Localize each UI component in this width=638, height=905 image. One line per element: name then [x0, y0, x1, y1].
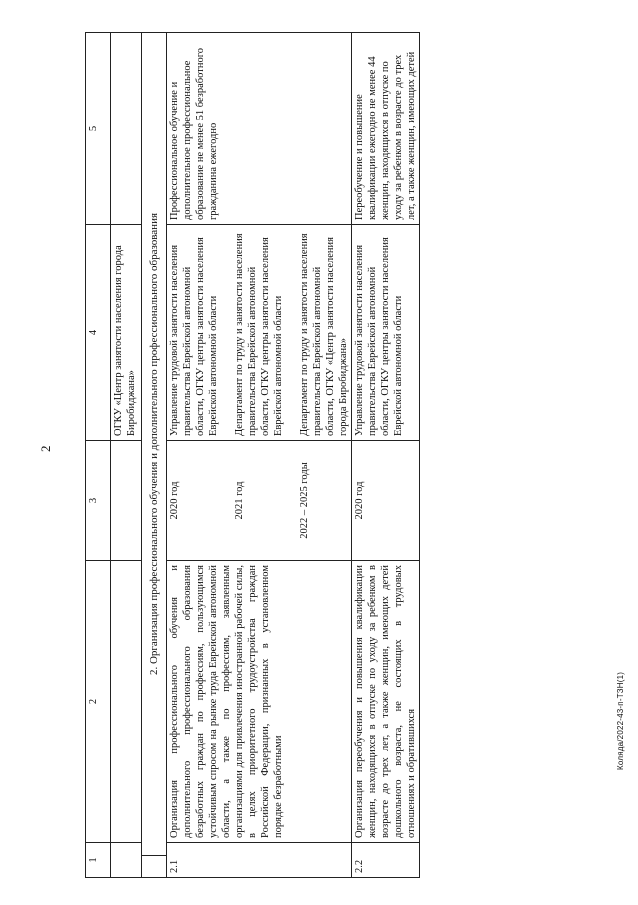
row-periods [352, 441, 420, 561]
row-number: 2.1 [167, 843, 352, 878]
executor: Управление трудовой занятости населения правительства Еврейской автономной области, ОГКУ центры занятости населения Еврейской автономной области [354, 237, 404, 436]
row-executors [352, 225, 420, 441]
table-row [167, 33, 352, 878]
period: 2020 год [169, 481, 180, 520]
period: 2022 – 2025 годы [299, 462, 310, 539]
document-code: Коляда/2022-43-п-ТЗН(1) [616, 671, 625, 770]
row-result: Переобучение и повышение квалификации ежегодно не менее 44 женщин, находящихся в отпуске по уходу за ребенком в возрасте до трех лет, а также женщин, имеющих детей [352, 33, 420, 225]
table-row [352, 33, 420, 878]
continuation-row [111, 33, 142, 878]
section-row [142, 33, 167, 878]
page-number: 2 [38, 445, 53, 452]
executor: Департамент по труду и занятости населения правительства Еврейской автономной области, ОГКУ центры занятости населения Еврейской автономной области [234, 233, 284, 436]
executor: Управление трудовой занятости населения правительства Еврейской автономной области, ОГКУ центры занятости населения Еврейской автономной области [169, 237, 219, 436]
period: 2020 год [354, 481, 365, 520]
rotated-table-sheet [85, 33, 585, 878]
header-col-1: 1 [86, 843, 111, 878]
row-description: Организация профессионального обучения и дополнительного профессионального образования безработных граждан по профессиям, пользующимся устойчивым спросом на рынке труда Еврейской автономной области, а также по профессиям, заявленным организациями для привлечения иностранной рабочей силы, в целях приоритетного трудоустройства граждан Российской Федерации, признанных в установленном порядке безработными [167, 561, 352, 843]
measures-table [85, 32, 420, 878]
row-number: 2.2 [352, 843, 420, 878]
header-row [86, 33, 111, 878]
header-col-3: 3 [86, 441, 111, 561]
header-col-5: 5 [86, 33, 111, 225]
section-title: 2. Организация профессионального обучения и дополнительного профессионального образования [142, 33, 167, 856]
header-col-4: 4 [86, 225, 111, 441]
executor: Департамент по труду и занятости населения правительства Еврейской автономной области, ОГКУ «Центр занятости населения города Биробиджана» [299, 233, 349, 436]
row-periods [167, 441, 352, 561]
row-executors [167, 225, 352, 441]
period: 2021 год [234, 481, 245, 520]
continuation-executor: ОГКУ «Центр занятости населения города Биробиджана» [111, 225, 142, 441]
row-description: Организация переобучения и повышения квалификации женщин, находящихся в отпуске по уходу за ребенком в возрасте до трех лет, а также женщин, имеющих детей дошкольного возраста, не состоящих в трудовых отношениях и обратившихся [352, 561, 420, 843]
header-col-2: 2 [86, 561, 111, 843]
row-result: Профессиональное обучение и дополнительное профессиональное образование не менее 51 безработного гражданина ежегодно [167, 33, 352, 225]
